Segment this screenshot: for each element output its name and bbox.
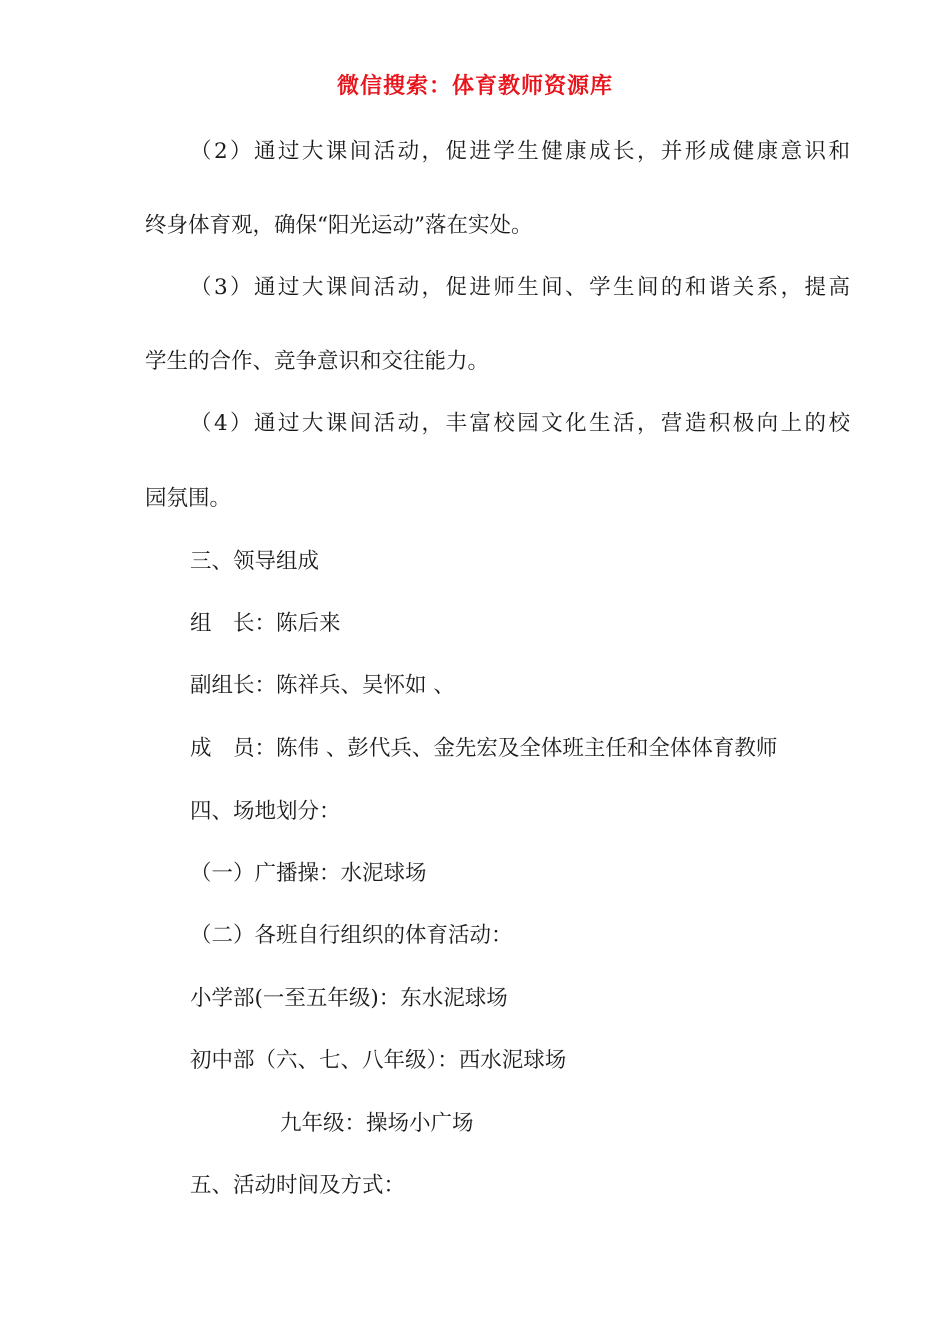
deputy-leader-line: 副组长：陈祥兵、吴怀如 、 <box>190 673 455 698</box>
leader-line: 组 长：陈后来 <box>190 611 341 636</box>
venue-item-2: （二）各班自行组织的体育活动： <box>190 923 513 948</box>
page-header: 微信搜索：体育教师资源库 <box>336 73 613 99</box>
venue-item-1: （一）广播操：水泥球场 <box>190 861 427 886</box>
section-5-heading: 五、活动时间及方式： <box>190 1173 406 1198</box>
paragraph-2-line-1: （2）通过大课间活动，促进学生健康成长，并形成健康意识和 <box>190 139 850 164</box>
paragraph-4-line-1: （4）通过大课间活动，丰富校园文化生活，营造积极向上的校 <box>190 411 850 436</box>
junior-school-venue: 初中部（六、七、八年级）：西水泥球场 <box>190 1048 567 1073</box>
paragraph-4-line-2: 园氛围。 <box>145 486 232 511</box>
paragraph-3-line-1: （3）通过大课间活动，促进师生间、学生间的和谐关系，提高 <box>190 275 850 300</box>
paragraph-2-line-2: 终身体育观，确保“阳光运动”落在实处。 <box>145 213 533 238</box>
paragraph-3-line-2: 学生的合作、竞争意识和交往能力。 <box>145 349 490 374</box>
section-3-heading: 三、领导组成 <box>190 549 320 574</box>
primary-school-venue: 小学部(一至五年级)：东水泥球场 <box>190 986 508 1011</box>
members-line: 成 员：陈伟 、彭代兵、金先宏及全体班主任和全体体育教师 <box>190 736 778 761</box>
grade-9-venue: 九年级：操场小广场 <box>280 1111 474 1136</box>
section-4-heading: 四、场地划分： <box>190 799 341 824</box>
